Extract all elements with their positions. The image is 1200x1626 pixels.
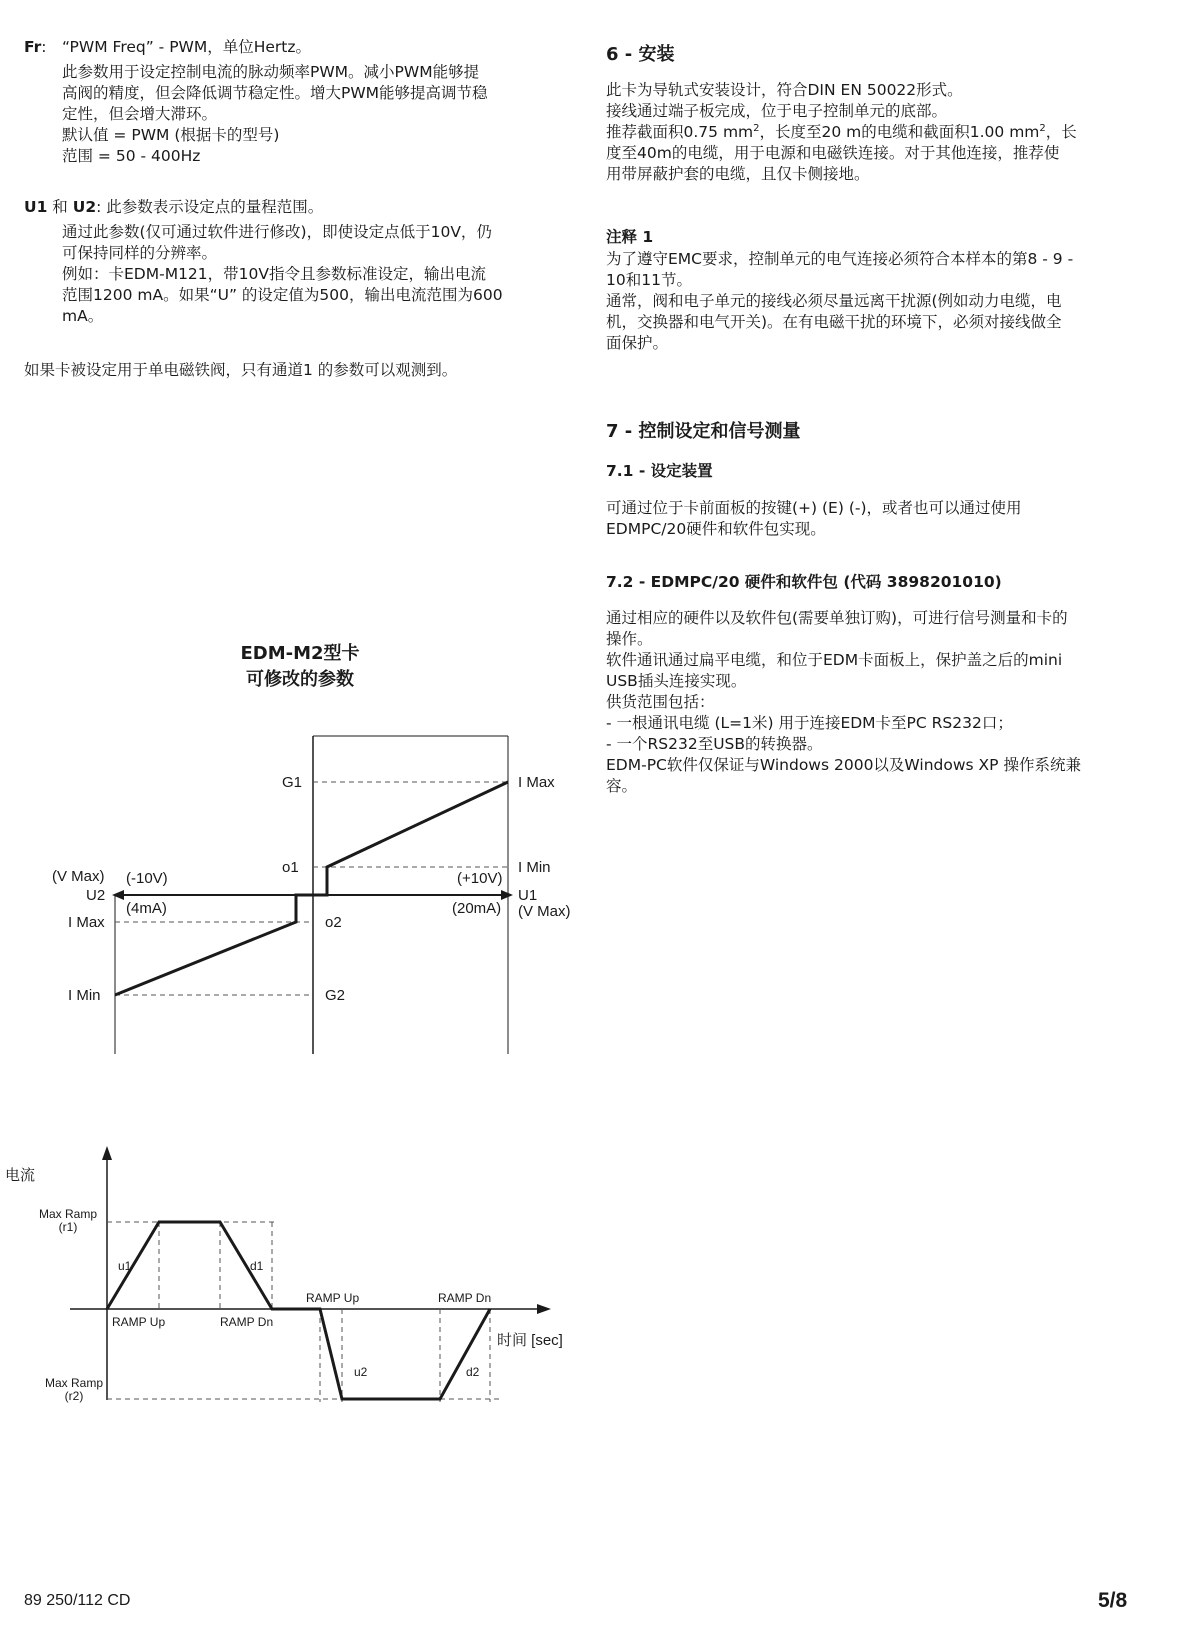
o1-label: o1 bbox=[282, 859, 299, 876]
note-line: 10和11节。 bbox=[606, 271, 692, 289]
s72-line: 软件通讯通过扁平电缆，和位于EDM卡面板上，保护盖之后的mini bbox=[606, 651, 1063, 669]
u1-label: U1 bbox=[24, 198, 48, 216]
r1-label: (r1) bbox=[58, 1220, 78, 1234]
fr-heading bbox=[24, 37, 46, 58]
s72-line: USB插头连接实现。 bbox=[606, 672, 747, 690]
time-axis-label: 时间 [sec] bbox=[497, 1332, 563, 1349]
note-line: 机，交换器和电气开关)。在有电磁干扰的环境下，必须对接线做全 bbox=[606, 313, 1062, 331]
20ma-label: (20mA) bbox=[452, 900, 502, 917]
g2-label: G2 bbox=[325, 987, 346, 1004]
diagram1-arrow-right bbox=[501, 890, 513, 900]
u-line: 范围1200 mA。如果“U” 的设定值为500，输出电流范围为600 bbox=[62, 286, 503, 304]
s71-line: EDMPC/20硬件和软件包实现。 bbox=[606, 520, 826, 538]
s72-line: 操作。 bbox=[606, 630, 653, 648]
section-6-title: 6 - 安装 bbox=[606, 44, 675, 65]
section-7-2-body bbox=[606, 608, 1136, 797]
fr-line: 此参数用于设定控制电流的脉动频率PWM。减小PWM能够提 bbox=[62, 63, 480, 81]
plus10v-label: (+10V) bbox=[457, 870, 503, 887]
u-and: 和 bbox=[47, 198, 73, 216]
s72-line: EDM-PC软件仅保证与Windows 2000以及Windows XP 操作系统兼 bbox=[606, 756, 1081, 774]
s6-part-b: ，长度至20 m的电缆和截面积1.00 mm bbox=[759, 123, 1040, 141]
u-line: 可保持同样的分辨率。 bbox=[62, 244, 218, 262]
diagram2-time-arrow bbox=[537, 1304, 551, 1314]
diagram2-ramp-graph bbox=[0, 1140, 600, 1430]
vmax-right-label: (V Max) bbox=[518, 903, 571, 920]
ramp-dn-1-label: RAMP Dn bbox=[220, 1315, 274, 1329]
d2-ramp-label: d2 bbox=[466, 1365, 480, 1379]
note-line: 通常，阀和电子单元的接线必须尽量远离干扰源(例如动力电缆，电 bbox=[606, 292, 1062, 310]
note-1-body bbox=[606, 249, 1136, 354]
diagram1-title bbox=[200, 641, 400, 693]
u2-label: U2 bbox=[72, 198, 97, 216]
s6-part-a: 推荐截面积0.75 mm bbox=[606, 123, 754, 141]
d1-ramp-label: d1 bbox=[250, 1259, 264, 1273]
s6-line-sup bbox=[606, 122, 1136, 143]
u-line: 例如：卡EDM-M121，带10V指令且参数标准设定，输出电流 bbox=[62, 265, 486, 283]
fr-body bbox=[62, 62, 540, 167]
section-7-1-title: 7.1 - 设定装置 bbox=[606, 462, 713, 480]
maxramp-r2-label: Max Ramp bbox=[44, 1376, 104, 1390]
fr-title: “PWM Freq” - PWM，单位Hertz。 bbox=[62, 38, 312, 56]
fr-line: 范围 = 50 - 400Hz bbox=[62, 147, 201, 165]
diagram2-ramp-profile bbox=[107, 1222, 490, 1399]
s6-line: 此卡为导轨式安装设计，符合DIN EN 50022形式。 bbox=[606, 81, 963, 99]
s72-line: 容。 bbox=[606, 777, 638, 795]
u-body bbox=[62, 222, 540, 327]
u2-ramp-label: u2 bbox=[354, 1365, 368, 1379]
ramp-dn-2-label: RAMP Dn bbox=[438, 1291, 492, 1305]
footer-page-number: 5/8 bbox=[1098, 1589, 1128, 1612]
imax-right-label: I Max bbox=[518, 774, 555, 791]
u-line: 通过此参数(仅可通过软件进行修改)，即使设定点低于10V，仍 bbox=[62, 223, 492, 241]
u-heading bbox=[24, 197, 323, 218]
g1-label: G1 bbox=[282, 774, 303, 791]
section-7-title: 7 - 控制设定和信号测量 bbox=[606, 421, 801, 442]
imin-right-label: I Min bbox=[518, 859, 551, 876]
s6-line: 用带屏蔽护套的电缆，且仅卡侧接地。 bbox=[606, 165, 870, 183]
s72-line: - 一个RS232至USB的转换器。 bbox=[606, 735, 823, 753]
diagram1-title-line2: 可修改的参数 bbox=[246, 669, 354, 690]
s6-sup2: 2 bbox=[1039, 122, 1046, 134]
section-6-body bbox=[606, 80, 1136, 185]
imin-left-label: I Min bbox=[68, 987, 101, 1004]
u-title: : 此参数表示设定点的量程范围。 bbox=[96, 198, 324, 216]
diagram1-parameter-graph bbox=[0, 700, 600, 1060]
single-solenoid-note: 如果卡被设定用于单电磁铁阀，只有通道1 的参数可以观测到。 bbox=[24, 361, 458, 379]
fr-line: 高阀的精度，但会降低调节稳定性。增大PWM能够提高调节稳 bbox=[62, 84, 488, 102]
s72-line: 供货范围包括： bbox=[606, 693, 715, 711]
fr-label: Fr bbox=[24, 38, 42, 56]
s72-line: - 一根通讯电缆 (L=1米) 用于连接EDM卡至PC RS232口； bbox=[606, 714, 1013, 732]
current-label: 电流 bbox=[5, 1167, 36, 1184]
fr-line: 默认值 = PWM (根据卡的型号) bbox=[62, 126, 280, 144]
diagram1-characteristic-curve bbox=[115, 782, 508, 995]
note-line: 面保护。 bbox=[606, 334, 669, 352]
fr-colon: : bbox=[41, 38, 47, 56]
ramp-up-2-label: RAMP Up bbox=[306, 1291, 360, 1305]
section-7-2-title: 7.2 - EDMPC/20 硬件和软件包 (代码 3898201010) bbox=[606, 573, 1002, 591]
u1-ramp-label: u1 bbox=[118, 1259, 132, 1273]
s72-line: 通过相应的硬件以及软件包(需要单独订购)，可进行信号测量和卡的 bbox=[606, 609, 1068, 627]
maxramp-r1-label: Max Ramp bbox=[38, 1207, 98, 1221]
minus10v-label: (-10V) bbox=[126, 870, 168, 887]
vmax-left-label: (V Max) bbox=[52, 868, 105, 885]
note-1-title: 注释 1 bbox=[606, 228, 654, 246]
ramp-up-1-label: RAMP Up bbox=[112, 1315, 166, 1329]
s6-part-c: ，长 bbox=[1045, 123, 1077, 141]
o2-label: o2 bbox=[325, 914, 342, 931]
footer-doc-code: 89 250/112 CD bbox=[24, 1592, 131, 1609]
diagram2-current-arrow bbox=[102, 1146, 112, 1160]
u-line: mA。 bbox=[62, 307, 104, 325]
s71-line: 可通过位于卡前面板的按键(+) (E) (-)，或者也可以通过使用 bbox=[606, 499, 1022, 517]
imax-left-label: I Max bbox=[68, 914, 105, 931]
diagram1-title-line1: EDM-M2型卡 bbox=[240, 643, 360, 664]
s6-line: 度至40m的电缆，用于电源和电磁铁连接。对于其他连接，推荐使 bbox=[606, 144, 1060, 162]
4ma-label: (4mA) bbox=[126, 900, 167, 917]
r2-label: (r2) bbox=[64, 1389, 84, 1403]
diagram1-arrow-left bbox=[112, 890, 124, 900]
s6-sup: 2 bbox=[753, 122, 760, 134]
section-7-1-body bbox=[606, 498, 1136, 540]
fr-line: 定性，但会增大滞环。 bbox=[62, 105, 218, 123]
u1-axis-label: U1 bbox=[518, 887, 538, 904]
u2-axis-label: U2 bbox=[86, 887, 106, 904]
s6-line: 接线通过端子板完成，位于电子控制单元的底部。 bbox=[606, 102, 948, 120]
note-line: 为了遵守EMC要求，控制单元的电气连接必须符合本样本的第8 - 9 - bbox=[606, 250, 1074, 268]
